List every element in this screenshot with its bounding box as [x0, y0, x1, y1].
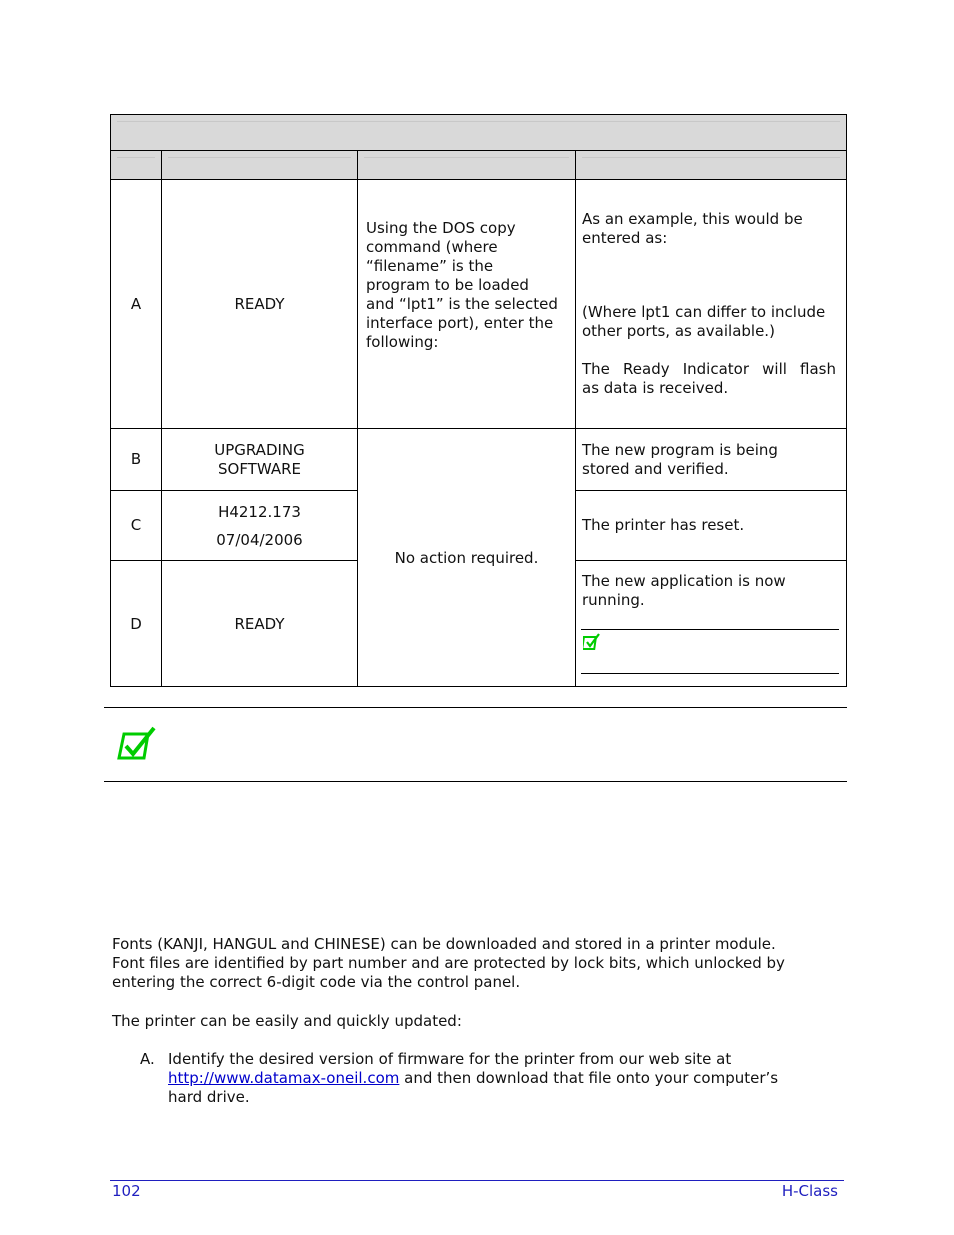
row-a-comment-indicator: The Ready Indicator will flash as data is received. [582, 360, 836, 397]
row-c-display: H4212.173 07/04/2006 [216, 502, 303, 549]
row-b-comment: The new program is being stored and verified. [582, 441, 778, 478]
product-name: H-Class [781, 1182, 838, 1200]
row-a-comment-example: As an example, this would be entered as: [582, 210, 803, 247]
row-c-comment: The printer has reset. [582, 516, 745, 534]
row-a-display: READY [234, 294, 285, 313]
row-d-step: D [130, 614, 142, 633]
row-b-display: UPGRADING SOFTWARE [214, 440, 305, 478]
update-intro: The printer can be easily and quickly updated: [112, 1012, 462, 1030]
note-top-rule [104, 707, 847, 708]
note-check-icon [114, 726, 158, 762]
row-b-step: B [130, 450, 142, 468]
row-c-step: C [130, 516, 142, 534]
list-item-a-label: A. [140, 1050, 155, 1068]
row-d-comment: The new application is now running. [582, 572, 786, 609]
table-header-row [111, 151, 846, 180]
page-number: 102 [112, 1182, 141, 1200]
row-a-comment-note: (Where lpt1 can differ to include other ports, as available.) [582, 303, 826, 340]
procedure-table [110, 114, 847, 687]
note-bottom-rule [104, 781, 847, 782]
fonts-paragraph: Fonts (KANJI, HANGUL and CHINESE) can be downloaded and stored in a printer module. Font files are identified by part number and are protected by lock bits, which unlocked by entering the correct 6-digit code via the control panel. [112, 935, 785, 991]
footer-rule [110, 1180, 844, 1181]
list-item-a: Identify the desired version of firmware for the printer from our web site at http://www.datamax-oneil.com and then download that file onto your computer’s hard drive. [168, 1050, 779, 1106]
row-a-step: A [130, 294, 142, 313]
shared-operator-action: No action required. [394, 548, 539, 567]
table-title-row [111, 115, 846, 151]
datamax-website-link[interactable]: http://www.datamax-oneil.com [168, 1069, 400, 1087]
check-icon [583, 633, 601, 651]
row-d-display: READY [234, 614, 285, 633]
row-a-operator-action: Using the DOS copy command (where “filename” is the program to be loaded and “lpt1” is the selected interface port), enter the following: [366, 219, 558, 351]
